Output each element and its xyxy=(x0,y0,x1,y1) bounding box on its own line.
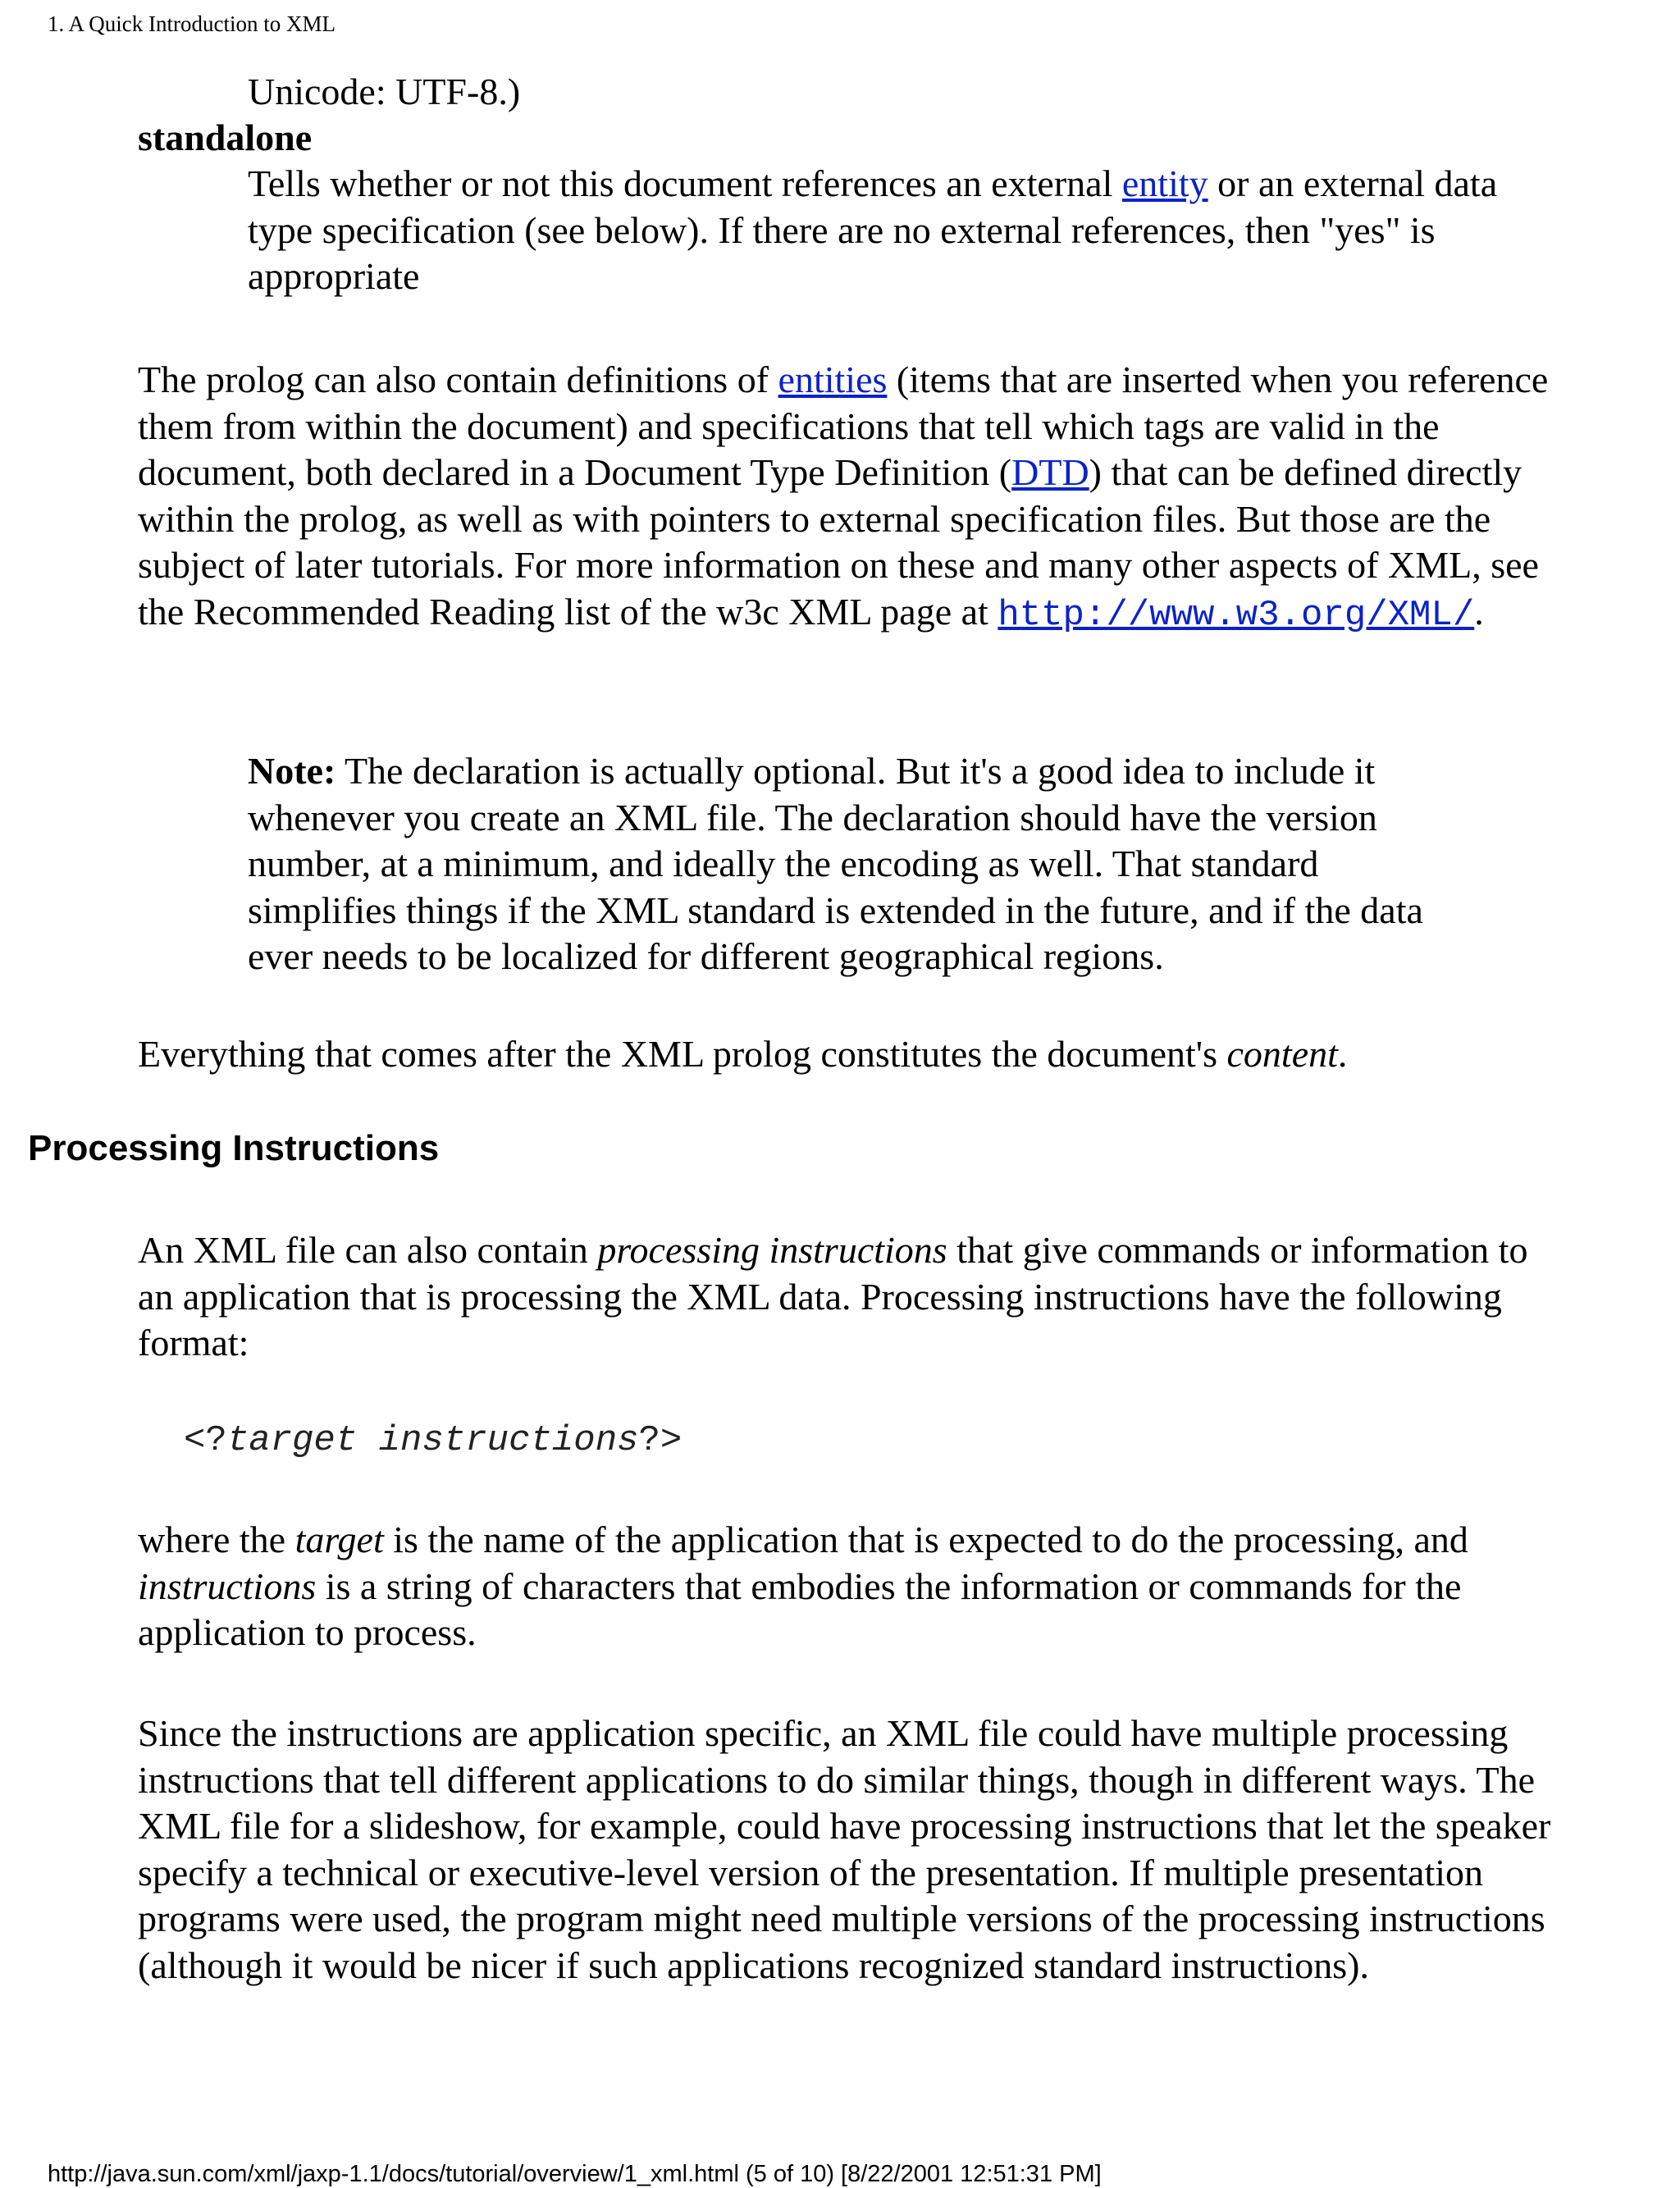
standalone-definition xyxy=(248,161,1568,300)
prolog-paragraph xyxy=(138,357,1557,638)
code-close: ?> xyxy=(638,1420,682,1461)
encoding-definition-tail: Unicode: UTF-8.) xyxy=(248,71,521,112)
code-open: <? xyxy=(184,1420,227,1461)
code-instructions: instructions xyxy=(378,1420,639,1461)
standalone-def-text-2: or an external data type specification (see below). If there are no external references, then "yes" is appropriate xyxy=(248,162,1498,297)
prolog-text-4: . xyxy=(1474,590,1484,633)
pi-intro-text-1: An XML file can also contain xyxy=(138,1229,598,1271)
pi-intro-emphasis: processing instructions xyxy=(597,1229,947,1271)
code-space xyxy=(357,1420,378,1461)
where-target-emphasis: target xyxy=(294,1519,384,1560)
standalone-def-text-1: Tells whether or not this document references an external xyxy=(248,162,1122,204)
entity-link[interactable]: entity xyxy=(1121,162,1208,204)
entities-link[interactable]: entities xyxy=(778,359,888,400)
prolog-text-3: ) that can be defined directly within the prolog, as well as with pointers to external specification files. But those are the subject of later tutorials. For more information on these and many other aspects of XML, see the Recommended Reading list of the w3c XML page at xyxy=(138,451,1539,633)
where-paragraph xyxy=(138,1517,1557,1656)
standalone-term: standalone xyxy=(138,116,313,158)
where-instructions-emphasis: instructions xyxy=(138,1564,317,1607)
note-text: The declaration is actually optional. But it's a good idea to include it whenever you create an XML file. The declaration should have the version number, at a minimum, and ideally the encoding as well. That standard simplifies things if the XML standard is extended in the future, and if the data ever needs to be localized for different geographical regions. xyxy=(248,750,1423,977)
note-label: Note: xyxy=(248,750,336,792)
content-paragraph xyxy=(138,1031,1557,1078)
dtd-link[interactable]: DTD xyxy=(1011,451,1089,493)
where-text-3: is a string of characters that embodies the information or commands for the application to process. xyxy=(138,1564,1462,1653)
pi-intro-paragraph xyxy=(138,1227,1557,1367)
code-target: target xyxy=(226,1420,358,1461)
content-text-1: Everything that comes after the XML prolog constitutes the document's xyxy=(138,1033,1227,1075)
section-heading-processing-instructions: Processing Instructions xyxy=(28,1128,440,1168)
content-text-2: . xyxy=(1337,1033,1348,1075)
page-footer-url: http://java.sun.com/xml/jaxp-1.1/docs/tutorial/overview/1_xml.html (5 of 10) [8/22/2001 12:51:31 PM] xyxy=(48,2161,1102,2187)
since-paragraph: Since the instructions are application specific, an XML file could have multiple processing instructions that tell different applications to do similar things, though in different ways. The XML file for a slideshow, for example, could have processing instructions that let the speaker specify a technical or executive-level version of the presentation. If multiple presentation programs were used, the program might need multiple versions of the processing instructions (although it would be nicer if such applications recognized standard instructions). xyxy=(138,1712,1551,1986)
where-text-2: is the name of the application that is expected to do the processing, and xyxy=(383,1519,1468,1560)
running-header: 1. A Quick Introduction to XML xyxy=(48,11,336,36)
w3c-xml-url-link[interactable]: http://www.w3.org/XML/ xyxy=(998,594,1475,636)
where-text-1: where the xyxy=(138,1519,295,1560)
pi-syntax-code xyxy=(184,1418,682,1464)
note-paragraph xyxy=(248,748,1437,980)
prolog-text-1: The prolog can also contain definitions of xyxy=(138,359,778,400)
prolog-text-2: (items that are inserted when you reference them from within the document) and specifications that tell which tags are valid in the document, both declared in a Document Type Definition ( xyxy=(138,359,1549,493)
content-emphasis: content xyxy=(1226,1033,1338,1075)
pi-intro-text-2: that give commands or information to an application that is processing the XML data. Processing instructions have the following format: xyxy=(138,1229,1528,1364)
